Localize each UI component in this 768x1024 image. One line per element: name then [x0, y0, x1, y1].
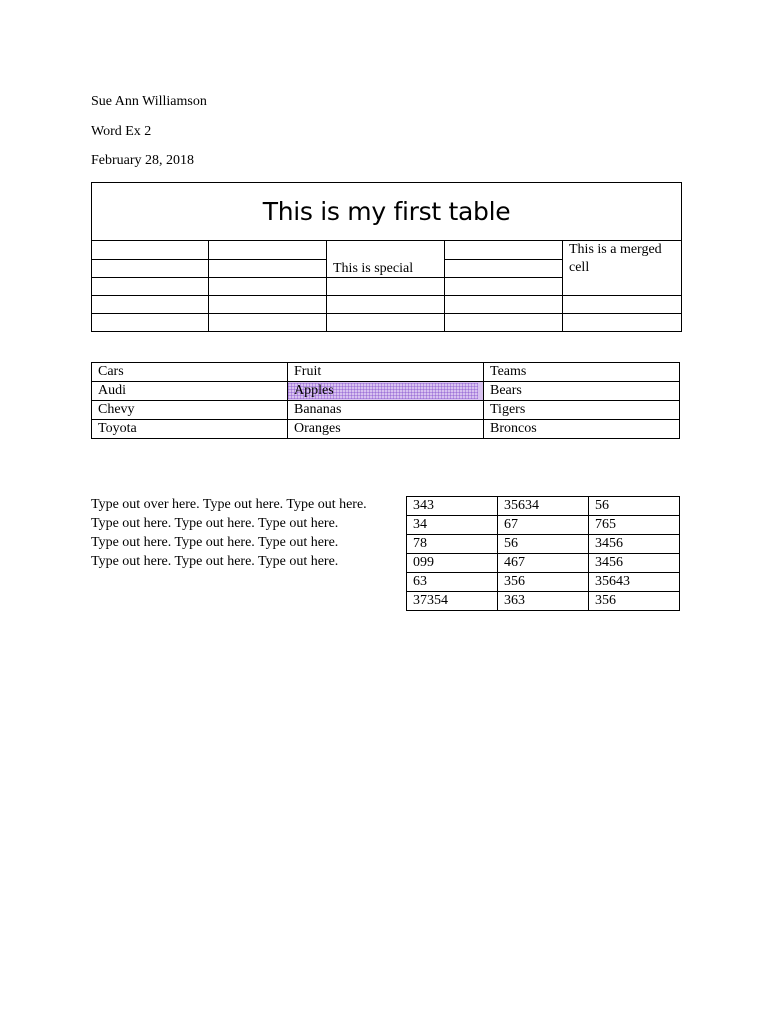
table-row — [92, 401, 680, 420]
table-cell[interactable]: 67 — [498, 516, 589, 535]
paragraph-line: Type out here. Type out here. Type out here. — [91, 516, 339, 531]
table-cell[interactable]: 56 — [498, 535, 589, 554]
table-cell[interactable] — [209, 278, 327, 296]
table-row — [407, 554, 680, 573]
table-cell[interactable]: 56 — [589, 497, 680, 516]
table-row — [92, 420, 680, 439]
table-cell[interactable] — [445, 296, 563, 314]
table-cell[interactable]: 35634 — [498, 497, 589, 516]
table-cell[interactable]: Toyota — [92, 420, 288, 439]
table-cell[interactable]: Fruit — [288, 363, 484, 382]
table-cell[interactable] — [92, 241, 209, 260]
table-cell[interactable]: 3456 — [589, 554, 680, 573]
table-row — [407, 535, 680, 554]
table-cell[interactable] — [209, 314, 327, 332]
table-cell[interactable]: 63 — [407, 573, 498, 592]
table-cell[interactable] — [563, 296, 682, 314]
table-cell[interactable]: 363 — [498, 592, 589, 611]
table-cell[interactable] — [92, 259, 209, 278]
table-cell[interactable] — [92, 314, 209, 332]
paragraph-line: Type out here. Type out here. Type out here. — [91, 554, 339, 569]
table-cell[interactable]: Broncos — [484, 420, 680, 439]
numbers-table — [406, 496, 680, 611]
table-cell[interactable]: 765 — [589, 516, 680, 535]
table-cell[interactable] — [92, 296, 209, 314]
table-cell[interactable]: 343 — [407, 497, 498, 516]
table-row — [92, 382, 680, 401]
highlighted-cell[interactable]: Apples — [288, 382, 484, 401]
table-cell[interactable]: 099 — [407, 554, 498, 573]
table-cell[interactable] — [327, 296, 445, 314]
table-cell[interactable]: 3456 — [589, 535, 680, 554]
table-cell[interactable]: Bears — [484, 382, 680, 401]
special-cell[interactable]: This is special — [327, 241, 445, 278]
first-table — [91, 182, 682, 332]
table-row — [407, 592, 680, 611]
table-row — [92, 363, 680, 382]
table-cell[interactable] — [445, 259, 563, 278]
document-date: February 28, 2018 — [91, 153, 195, 168]
table-cell[interactable]: Teams — [484, 363, 680, 382]
table-cell[interactable] — [445, 241, 563, 260]
table-cell[interactable]: Oranges — [288, 420, 484, 439]
table-cell[interactable]: Tigers — [484, 401, 680, 420]
table-cell[interactable] — [563, 314, 682, 332]
table-cell[interactable]: Bananas — [288, 401, 484, 420]
table-row — [407, 516, 680, 535]
merged-cell[interactable]: This is a merged cell — [563, 241, 682, 296]
table-cell[interactable]: 34 — [407, 516, 498, 535]
table-cell[interactable]: 467 — [498, 554, 589, 573]
table-cell[interactable]: 37354 — [407, 592, 498, 611]
table-cell[interactable] — [209, 259, 327, 278]
paragraph-line: Type out over here. Type out here. Type out here. — [91, 497, 367, 512]
table-cell[interactable] — [327, 278, 445, 296]
author-name: Sue Ann Williamson — [91, 94, 207, 109]
table-cell[interactable]: Chevy — [92, 401, 288, 420]
table-row — [407, 497, 680, 516]
table-cell[interactable]: 356 — [589, 592, 680, 611]
table-cell[interactable] — [92, 278, 209, 296]
table-cell[interactable]: 35643 — [589, 573, 680, 592]
table-cell[interactable] — [445, 278, 563, 296]
body-paragraph[interactable] — [91, 495, 401, 571]
table-cell[interactable]: Cars — [92, 363, 288, 382]
table-cell[interactable] — [209, 241, 327, 260]
table-cell[interactable] — [445, 314, 563, 332]
table-cell[interactable]: 78 — [407, 535, 498, 554]
table-cell[interactable] — [209, 296, 327, 314]
course-title: Word Ex 2 — [91, 124, 152, 139]
table-cell[interactable]: 356 — [498, 573, 589, 592]
table-cell[interactable] — [327, 314, 445, 332]
table-row — [407, 573, 680, 592]
table-cell[interactable]: Audi — [92, 382, 288, 401]
cars-fruit-teams-table — [91, 362, 680, 439]
table-title[interactable]: This is my first table — [92, 183, 682, 241]
paragraph-line: Type out here. Type out here. Type out here. — [91, 535, 339, 550]
